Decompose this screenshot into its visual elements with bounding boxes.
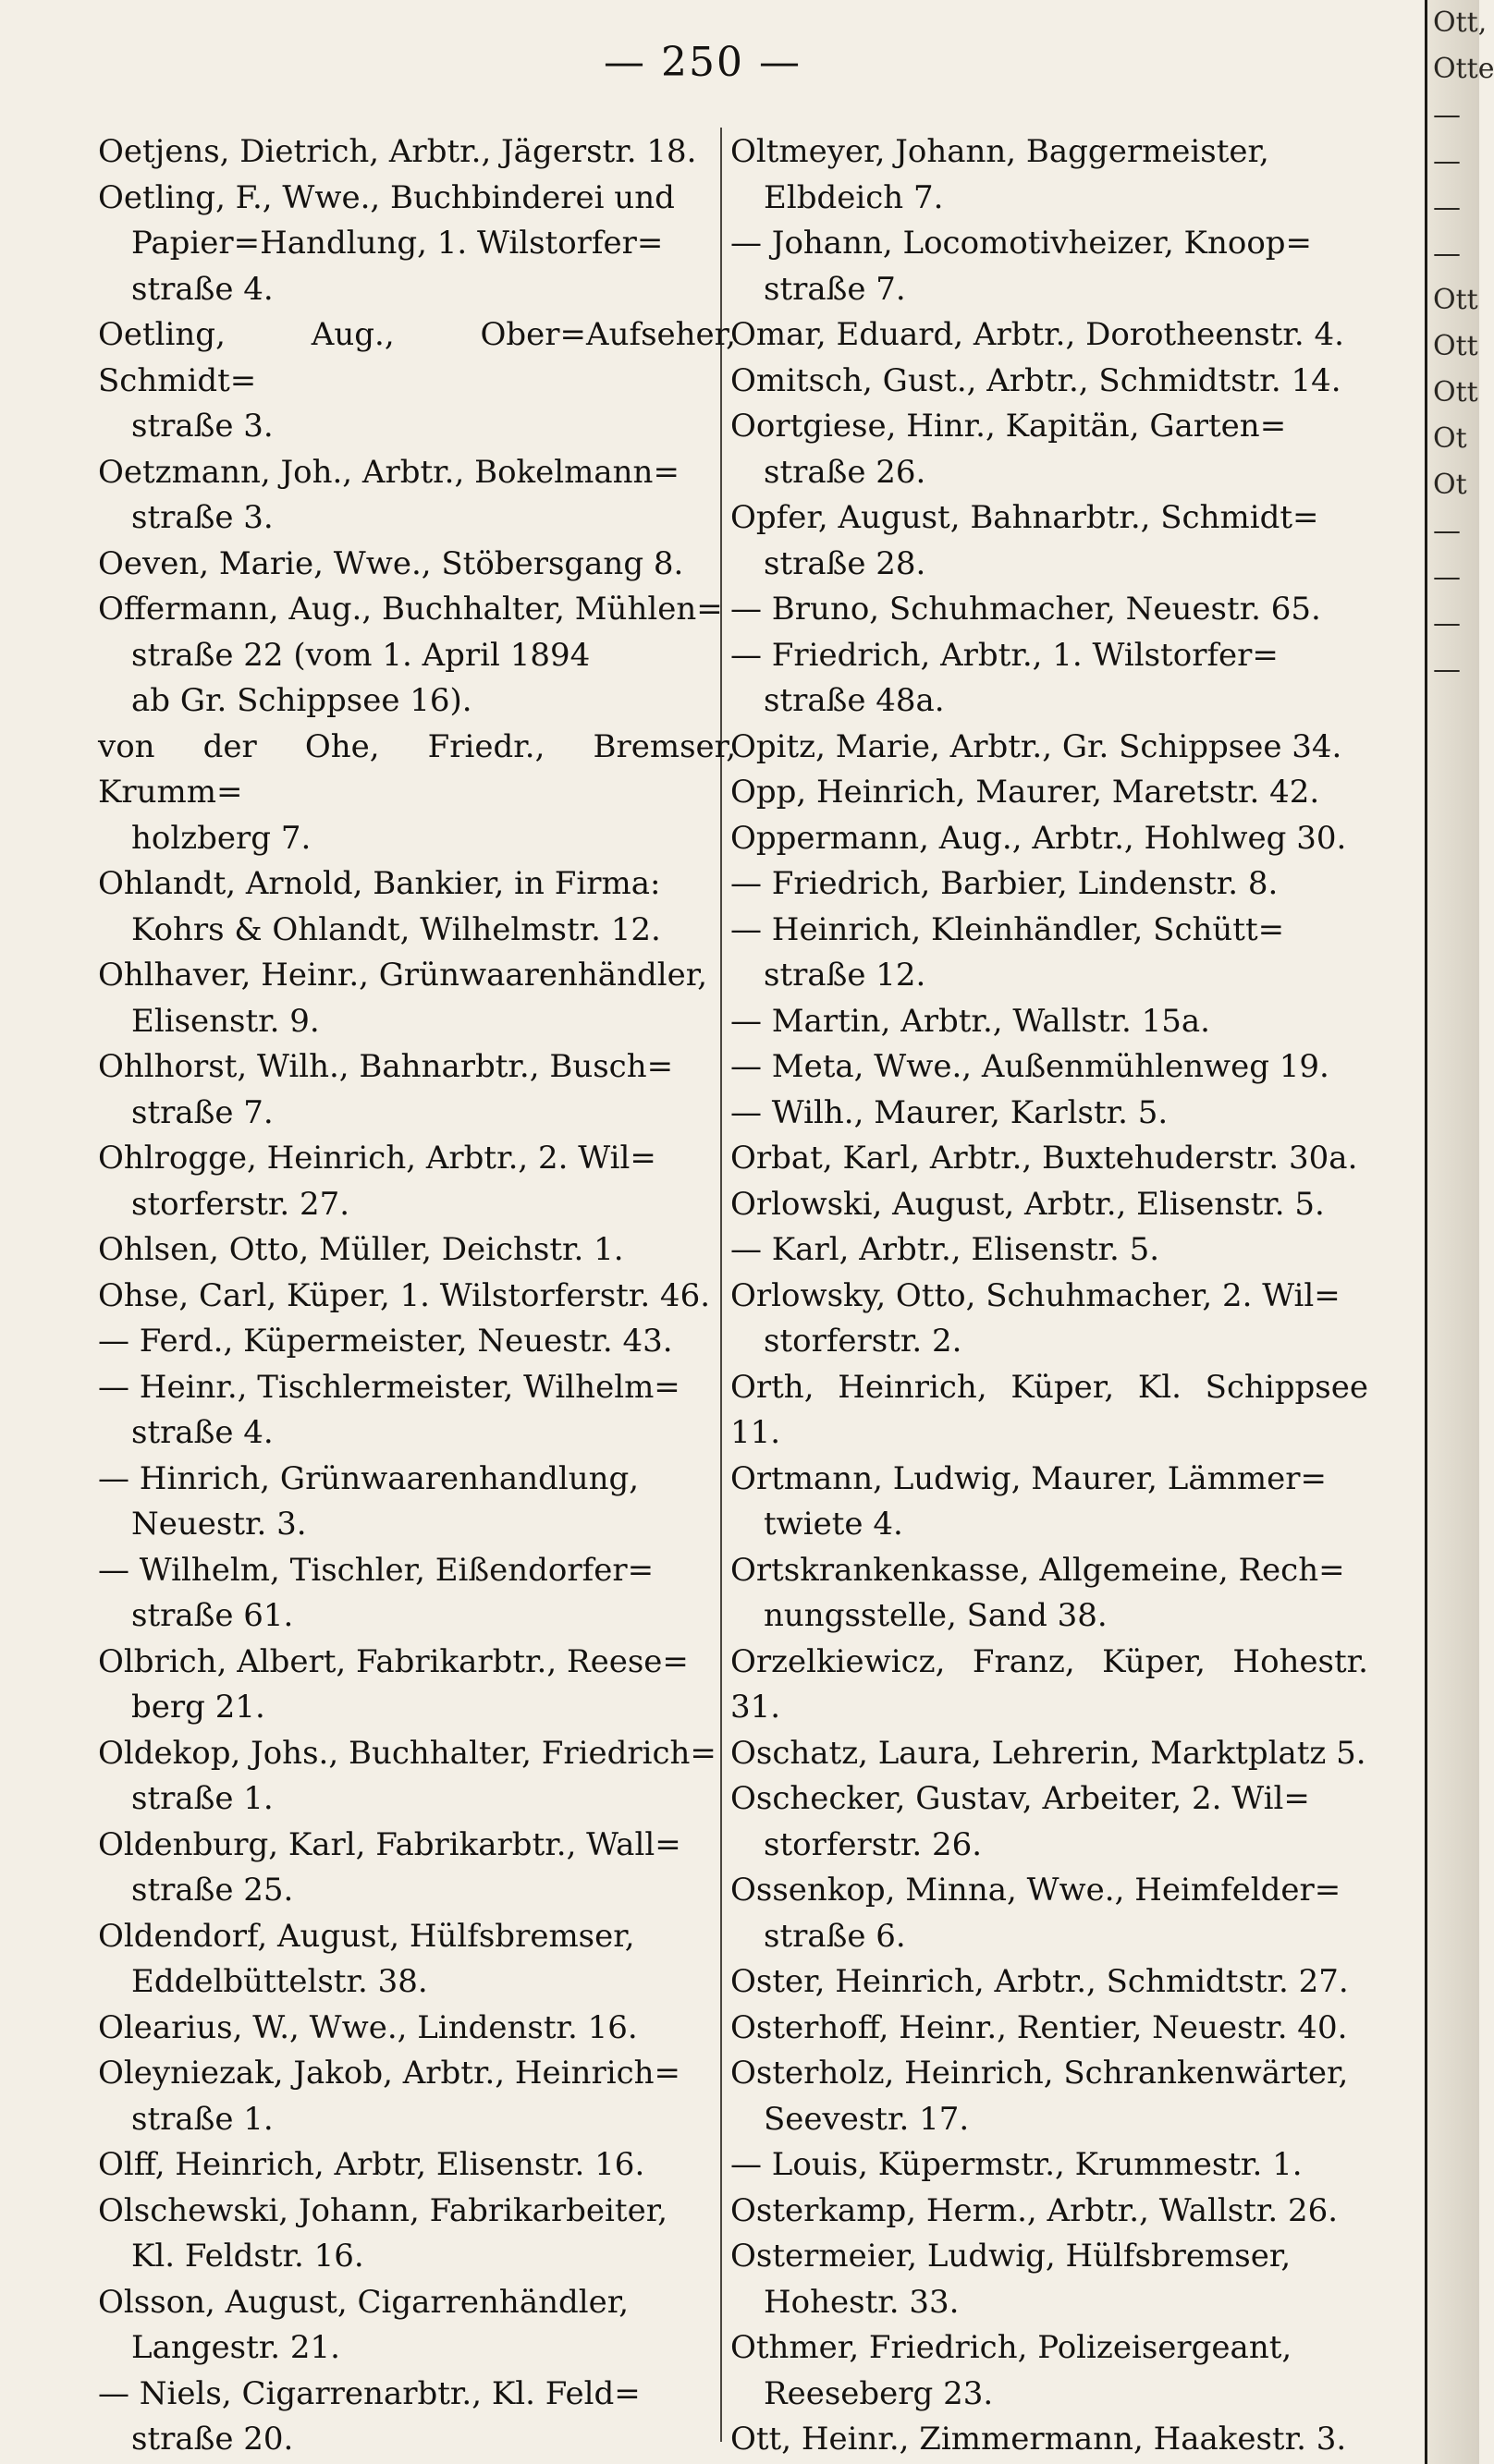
entry-first-line: — Hinrich, Grünwaarenhandlung, bbox=[98, 1459, 640, 1497]
entry-first-line: Oleyniezak, Jakob, Arbtr., Heinrich= bbox=[98, 2055, 680, 2092]
entry-continuation-line: straße 25. bbox=[131, 1872, 294, 1909]
directory-entry bbox=[98, 176, 736, 313]
entry-first-line: Orzelkiewicz, Franz, Küper, Hohestr. 31. bbox=[730, 1642, 1368, 1726]
entry-continuation-line: straße 6. bbox=[764, 1917, 906, 1955]
entry-continuation-line: straße 4. bbox=[131, 270, 274, 308]
adjacent-page-edge bbox=[1425, 0, 1494, 2464]
directory-entry bbox=[730, 2006, 1368, 2052]
directory-entry bbox=[730, 2142, 1368, 2189]
entry-continuation-line: straße 7. bbox=[764, 270, 906, 308]
entry-first-line: Osterkamp, Herm., Arbtr., Wallstr. 26. bbox=[730, 2191, 1339, 2229]
directory-entry bbox=[730, 1868, 1368, 1959]
edge-text-fragment: Ott, bbox=[1433, 6, 1488, 39]
entry-first-line: Ohse, Carl, Küper, 1. Wilstorferstr. 46. bbox=[98, 1276, 711, 1314]
directory-entry bbox=[730, 908, 1368, 999]
entry-first-line: Ostermeier, Ludwig, Hülfsbremser, bbox=[730, 2238, 1292, 2275]
entry-continuation-line: Elbdeich 7. bbox=[764, 178, 944, 216]
directory-entry bbox=[98, 1044, 736, 1136]
entry-continuation-line: Eddelbüttelstr. 38. bbox=[131, 1963, 428, 2000]
directory-entry bbox=[98, 1731, 736, 1823]
entry-first-line: Oetling, Aug., Ober=Aufseher, Schmidt= bbox=[98, 316, 736, 399]
entry-first-line: — Karl, Arbtr., Elisenstr. 5. bbox=[730, 1231, 1160, 1268]
entry-first-line: — Heinrich, Kleinhändler, Schütt= bbox=[730, 910, 1285, 948]
entry-first-line: — Niels, Cigarrenarbtr., Kl. Feld= bbox=[98, 2374, 641, 2412]
entry-first-line: Orlowski, August, Arbtr., Elisenstr. 5. bbox=[730, 1185, 1325, 1223]
entry-continuation-line: straße 12. bbox=[764, 957, 926, 994]
entry-continuation-line: straße 3. bbox=[131, 499, 274, 536]
directory-entry bbox=[98, 1548, 736, 1640]
directory-entry bbox=[98, 129, 736, 176]
directory-entry bbox=[730, 1457, 1368, 1548]
entry-first-line: Olschewski, Johann, Fabrikarbeiter, bbox=[98, 2191, 668, 2229]
entry-continuation-line: straße 20. bbox=[131, 2421, 294, 2458]
directory-entry bbox=[98, 2372, 736, 2463]
entry-continuation-line: straße 3. bbox=[131, 408, 274, 445]
entry-first-line: Oortgiese, Hinr., Kapitän, Garten= bbox=[730, 408, 1287, 445]
directory-entry bbox=[730, 359, 1368, 405]
entry-continuation-line: straße 1. bbox=[131, 2100, 274, 2138]
directory-entry bbox=[98, 2006, 736, 2052]
entry-first-line: Oetjens, Dietrich, Arbtr., Jägerstr. 18. bbox=[98, 133, 697, 170]
right-column bbox=[730, 129, 1368, 2463]
entry-first-line: Orlowsky, Otto, Schuhmacher, 2. Wil= bbox=[730, 1276, 1341, 1314]
directory-entry bbox=[98, 725, 736, 862]
entry-first-line: Oppermann, Aug., Arbtr., Hohlweg 30. bbox=[730, 819, 1347, 857]
entry-first-line: Orbat, Karl, Arbtr., Buxtehuderstr. 30a. bbox=[730, 1140, 1358, 1177]
directory-entry bbox=[98, 1457, 736, 1548]
entry-continuation-line: nungsstelle, Sand 38. bbox=[764, 1597, 1108, 1634]
entry-continuation-line: straße 48a. bbox=[764, 682, 945, 719]
edge-text-fragment: Ott bbox=[1433, 284, 1478, 316]
entry-first-line: Ortmann, Ludwig, Maurer, Lämmer= bbox=[730, 1459, 1327, 1497]
entry-first-line: Ohlhorst, Wilh., Bahnarbtr., Busch= bbox=[98, 1048, 674, 1085]
entry-continuation-line: straße 61. bbox=[131, 1597, 294, 1634]
entry-first-line: Oster, Heinrich, Arbtr., Schmidtstr. 27. bbox=[730, 1963, 1349, 2000]
entry-continuation-line: straße 28. bbox=[764, 544, 926, 582]
directory-entry bbox=[730, 633, 1368, 725]
entry-continuation-line: storferstr. 27. bbox=[131, 1185, 350, 1223]
edge-text-fragment: — bbox=[1433, 561, 1461, 593]
directory-entry bbox=[730, 1044, 1368, 1091]
directory-entry bbox=[730, 816, 1368, 862]
directory-entry bbox=[730, 2189, 1368, 2235]
entry-first-line: Oschecker, Gustav, Arbeiter, 2. Wil= bbox=[730, 1780, 1310, 1817]
directory-entry bbox=[98, 1823, 736, 1914]
entry-first-line: — Wilhelm, Tischler, Eißendorfer= bbox=[98, 1551, 655, 1589]
entry-first-line: — Heinr., Tischlermeister, Wilhelm= bbox=[98, 1368, 680, 1406]
entry-continuation-line: twiete 4. bbox=[764, 1506, 903, 1543]
edge-text-fragment: — bbox=[1433, 607, 1461, 640]
entry-first-line: Olff, Heinrich, Arbtr, Elisenstr. 16. bbox=[98, 2146, 645, 2183]
directory-entry bbox=[98, 1319, 736, 1365]
entry-first-line: Ohlsen, Otto, Müller, Deichstr. 1. bbox=[98, 1231, 624, 1268]
entry-first-line: Ortskrankenkasse, Allgemeine, Rech= bbox=[730, 1551, 1345, 1589]
directory-entry bbox=[730, 495, 1368, 587]
entry-continuation-line: straße 4. bbox=[131, 1414, 274, 1451]
directory-entry bbox=[730, 404, 1368, 495]
entry-continuation-line: straße 22 (vom 1. April 1894 bbox=[131, 636, 591, 674]
edge-text-fragment: — bbox=[1433, 145, 1461, 177]
entry-continuation-line: Langestr. 21. bbox=[131, 2329, 340, 2366]
left-column bbox=[98, 129, 736, 2463]
directory-entry bbox=[730, 1959, 1368, 2006]
directory-entry bbox=[98, 312, 736, 450]
entry-first-line: Opp, Heinrich, Maurer, Maretstr. 42. bbox=[730, 774, 1320, 811]
entry-first-line: Olbrich, Albert, Fabrikarbtr., Reese= bbox=[98, 1642, 689, 1680]
directory-entry bbox=[730, 1182, 1368, 1228]
entry-continuation-line: Elisenstr. 9. bbox=[131, 1002, 320, 1040]
entry-first-line: — Friedrich, Arbtr., 1. Wilstorfer= bbox=[730, 636, 1279, 674]
entry-continuation-line: straße 26. bbox=[764, 453, 926, 491]
directory-entry bbox=[730, 861, 1368, 908]
entry-first-line: Olsson, August, Cigarrenhändler, bbox=[98, 2283, 630, 2321]
directory-entry bbox=[730, 1731, 1368, 1777]
directory-entry bbox=[730, 999, 1368, 1045]
directory-entry bbox=[730, 2417, 1368, 2463]
directory-entry bbox=[730, 2325, 1368, 2417]
entry-first-line: Ohlhaver, Heinr., Grünwaarenhändler, bbox=[98, 957, 708, 994]
entry-first-line: Opitz, Marie, Arbtr., Gr. Schippsee 34. bbox=[730, 727, 1342, 765]
directory-entry bbox=[98, 1365, 736, 1457]
directory-entry bbox=[98, 1640, 736, 1731]
directory-entry bbox=[98, 2051, 736, 2142]
directory-entry bbox=[730, 587, 1368, 633]
entry-first-line: Oschatz, Laura, Lehrerin, Marktplatz 5. bbox=[730, 1734, 1366, 1772]
entry-first-line: — Friedrich, Barbier, Lindenstr. 8. bbox=[730, 865, 1279, 902]
entry-continuation-line: Hohestr. 33. bbox=[764, 2283, 960, 2321]
page-number: — 250 — bbox=[604, 39, 802, 86]
entry-first-line: Offermann, Aug., Buchhalter, Mühlen= bbox=[98, 591, 723, 628]
entry-first-line: von der Ohe, Friedr., Bremser, Krumm= bbox=[98, 727, 736, 811]
entry-first-line: — Louis, Küpermstr., Krummestr. 1. bbox=[730, 2146, 1303, 2183]
entry-first-line: Omar, Eduard, Arbtr., Dorotheenstr. 4. bbox=[730, 316, 1344, 353]
edge-text-fragment: Ott bbox=[1433, 376, 1478, 409]
directory-entry bbox=[730, 1640, 1368, 1731]
entry-continuation-line: Papier=Handlung, 1. Wilstorfer= bbox=[131, 225, 664, 262]
directory-entry bbox=[98, 1227, 736, 1274]
entry-first-line: — Meta, Wwe., Außenmühlenweg 19. bbox=[730, 1048, 1329, 1085]
entry-continuation-line: Neuestr. 3. bbox=[131, 1506, 307, 1543]
entry-continuation-line: ab Gr. Schippsee 16). bbox=[131, 682, 472, 719]
edge-text-fragment: — bbox=[1433, 515, 1461, 547]
directory-entry bbox=[98, 2280, 736, 2372]
directory-entry bbox=[730, 312, 1368, 359]
edge-text-fragment: Otte bbox=[1433, 53, 1494, 85]
directory-entry bbox=[730, 2051, 1368, 2142]
entry-first-line: Oetzmann, Joh., Arbtr., Bokelmann= bbox=[98, 453, 680, 491]
directory-entry bbox=[730, 1365, 1368, 1457]
entry-first-line: Oldenburg, Karl, Fabrikarbtr., Wall= bbox=[98, 1825, 681, 1863]
entry-first-line: Olearius, W., Wwe., Lindenstr. 16. bbox=[98, 2008, 638, 2046]
directory-entry bbox=[730, 2234, 1368, 2325]
entry-first-line: Oetling, F., Wwe., Buchbinderei und bbox=[98, 178, 675, 216]
directory-entry bbox=[730, 1227, 1368, 1274]
entry-first-line: — Martin, Arbtr., Wallstr. 15a. bbox=[730, 1002, 1210, 1040]
directory-entry bbox=[730, 129, 1368, 221]
entry-first-line: Ossenkop, Minna, Wwe., Heimfelder= bbox=[730, 1872, 1341, 1909]
edge-text-fragment: — bbox=[1433, 653, 1461, 686]
directory-entry bbox=[98, 587, 736, 725]
entry-first-line: Oldekop, Johs., Buchhalter, Friedrich= bbox=[98, 1734, 716, 1772]
directory-entry bbox=[730, 1136, 1368, 1182]
edge-text-fragment: — bbox=[1433, 238, 1461, 270]
directory-entry bbox=[730, 770, 1368, 816]
entry-first-line: Osterhoff, Heinr., Rentier, Neuestr. 40. bbox=[730, 2008, 1348, 2046]
entry-continuation-line: Kohrs & Ohlandt, Wilhelmstr. 12. bbox=[131, 910, 661, 948]
entry-continuation-line: Seevestr. 17. bbox=[764, 2100, 970, 2138]
entry-continuation-line: berg 21. bbox=[131, 1689, 265, 1726]
directory-entry bbox=[98, 861, 736, 953]
directory-entry bbox=[98, 1136, 736, 1227]
edge-text-fragment: — bbox=[1433, 191, 1461, 224]
edge-text-fragment: Ott bbox=[1433, 330, 1478, 362]
directory-entry bbox=[98, 1274, 736, 1320]
entry-continuation-line: holzberg 7. bbox=[131, 819, 312, 857]
entry-continuation-line: Reeseberg 23. bbox=[764, 2374, 994, 2412]
entry-first-line: Osterholz, Heinrich, Schrankenwärter, bbox=[730, 2055, 1349, 2092]
edge-text-fragment: — bbox=[1433, 99, 1461, 131]
entry-first-line: Othmer, Friedrich, Polizeisergeant, bbox=[730, 2329, 1292, 2366]
entry-continuation-line: storferstr. 2. bbox=[764, 1323, 962, 1360]
entry-continuation-line: storferstr. 26. bbox=[764, 1825, 983, 1863]
directory-entry bbox=[730, 221, 1368, 312]
directory-entry bbox=[98, 953, 736, 1044]
directory-entry bbox=[98, 2189, 736, 2280]
directory-entry bbox=[98, 1914, 736, 2006]
entry-first-line: Ohlrogge, Heinrich, Arbtr., 2. Wil= bbox=[98, 1140, 656, 1177]
entry-first-line: — Johann, Locomotivheizer, Knoop= bbox=[730, 225, 1313, 262]
directory-entry bbox=[98, 450, 736, 542]
entry-first-line: Ott, Heinr., Zimmermann, Haakestr. 3. bbox=[730, 2421, 1347, 2458]
directory-entry bbox=[98, 2142, 736, 2189]
entry-first-line: Orth, Heinrich, Küper, Kl. Schippsee 11. bbox=[730, 1368, 1368, 1451]
entry-continuation-line: straße 7. bbox=[131, 1093, 274, 1131]
directory-entry bbox=[730, 1548, 1368, 1640]
edge-text-fragment: Ot bbox=[1433, 469, 1467, 501]
entry-first-line: — Wilh., Maurer, Karlstr. 5. bbox=[730, 1093, 1169, 1131]
entry-first-line: Oltmeyer, Johann, Baggermeister, bbox=[730, 133, 1269, 170]
entry-first-line: Omitsch, Gust., Arbtr., Schmidtstr. 14. bbox=[730, 361, 1341, 399]
entry-continuation-line: Kl. Feldstr. 16. bbox=[131, 2238, 364, 2275]
entry-first-line: Oeven, Marie, Wwe., Stöbersgang 8. bbox=[98, 544, 684, 582]
directory-entry bbox=[730, 1091, 1368, 1137]
entry-first-line: — Bruno, Schuhmacher, Neuestr. 65. bbox=[730, 591, 1321, 628]
entry-continuation-line: straße 1. bbox=[131, 1780, 274, 1817]
edge-text-fragment: Ot bbox=[1433, 422, 1467, 455]
directory-entry bbox=[730, 1776, 1368, 1868]
directory-entry bbox=[98, 542, 736, 588]
directory-entry bbox=[730, 1274, 1368, 1365]
entry-first-line: Oldendorf, August, Hülfsbremser, bbox=[98, 1917, 635, 1955]
entry-first-line: Opfer, August, Bahnarbtr., Schmidt= bbox=[730, 499, 1319, 536]
directory-entry bbox=[730, 725, 1368, 771]
entry-first-line: — Ferd., Küpermeister, Neuestr. 43. bbox=[98, 1323, 673, 1360]
entry-first-line: Ohlandt, Arnold, Bankier, in Firma: bbox=[98, 865, 661, 902]
